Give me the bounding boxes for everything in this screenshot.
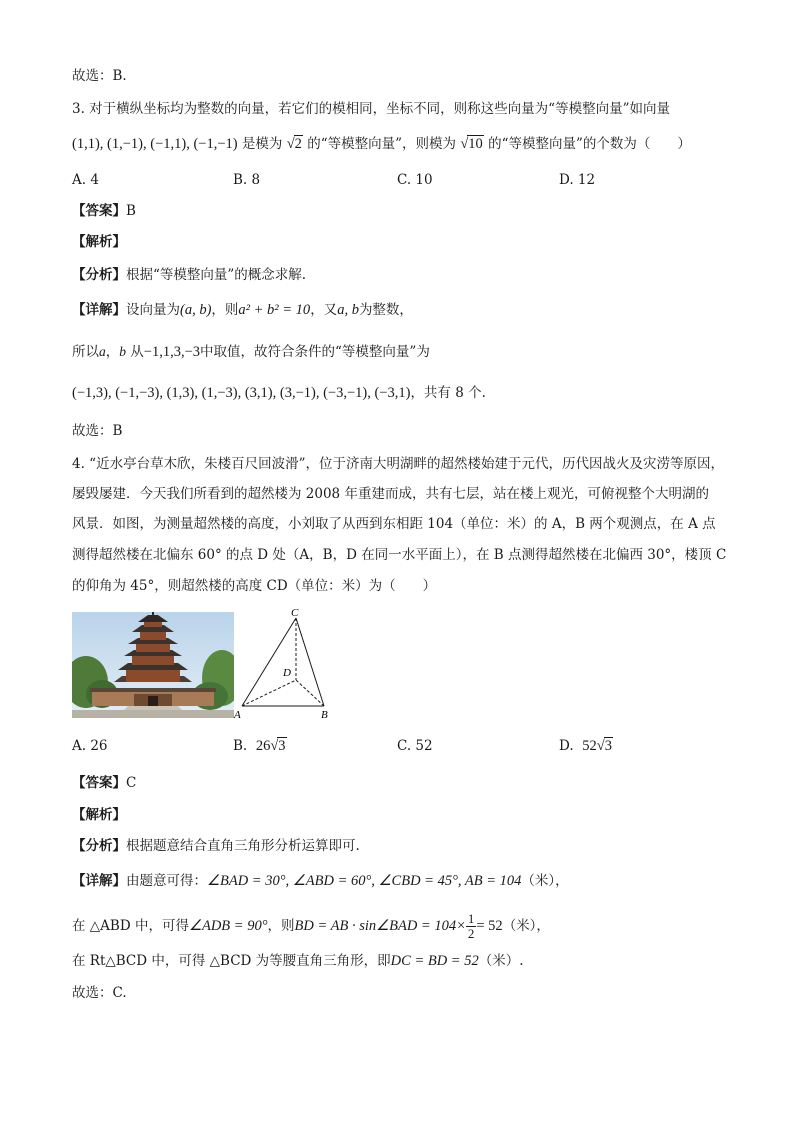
label-a: A <box>234 709 241 721</box>
q3-answer: 【答案】B <box>72 203 136 219</box>
q4-fenxi: 【分析】根据题意结合直角三角形分析运算即可. <box>72 838 360 854</box>
q3-option-c: C. 10 <box>397 172 433 188</box>
q3-xiangjie-line2: 所以a，b 从−1,1,3,−3中取值，故符合条件的“等模整向量”为 <box>72 344 430 360</box>
q4-option-c: C. 52 <box>397 738 433 754</box>
sqrt10-expr: √10 <box>460 136 483 152</box>
q4-stem-line2: 屡毁屡建．今天我们所看到的超然楼为 2008 年重建而成，共有七层，站在楼上观光，可俯视整个大明湖的 <box>72 486 709 502</box>
prev-answer: 故选：B. <box>72 68 127 84</box>
q4-stem-line3: 风景．如图，为测量超然楼的高度，小刘取了从西到东相距 104（单位：米）的 A，B 两个观测点，在 A 点 <box>72 516 716 532</box>
q3-jiexi: 【解析】 <box>72 234 126 250</box>
geometry-figure <box>232 606 340 724</box>
q4-final: 故选：C. <box>72 985 127 1001</box>
q4-xiangjie-line1: 【详解】由题意可得：∠BAD = 30°, ∠ABD = 60°, ∠CBD = 45°, AB = 104（米）， <box>72 873 569 889</box>
q3-vector-examples: (1,1), (1,−1), (−1,1), (−1,−1) <box>72 136 238 152</box>
q3-fenxi: 【分析】根据“等模整向量”的概念求解. <box>72 267 307 283</box>
q3-option-d: D. 12 <box>559 172 596 188</box>
q3-option-b: B. 8 <box>233 172 261 188</box>
sqrt2-expr: √2 <box>286 136 302 152</box>
q4-option-a: A. 26 <box>72 738 108 754</box>
q4-xiangjie-line2: 在 △ABD 中，可得∠ADB = 90°，则BD = AB · sin∠BAD = 104× $\frac{1}{2}$ = 52（米）， <box>72 911 550 941</box>
q4-stem-line4: 测得超然楼在北偏东 60° 的点 D 处（A，B，D 在同一水平面上），在 B 点测得超然楼在北偏西 30°，楼顶 C <box>72 547 727 563</box>
q3-option-a: A. 4 <box>72 172 99 188</box>
fraction-one-half: $\frac{1}{2}$ <box>467 911 475 941</box>
q3-stem-line2: (1,1), (1,−1), (−1,1), (−1,−1) 是模为 √2 的“等模整向量”，则模为 √10 的“等模整向量”的个数为（ ） <box>72 136 691 152</box>
q4-option-b: B. 26√3 <box>233 738 286 754</box>
q4-stem-line1: 4. “近水亭台草木欣，朱楼百尺回波滑”，位于济南大明湖畔的超然楼始建于元代，历代因战火及灾涝等原因， <box>72 456 724 472</box>
label-d: D <box>283 667 291 679</box>
tower-photo <box>72 612 234 718</box>
q3-xiangjie-line1: 【详解】设向量为(a, b)，则a² + b² = 10，又a, b为整数， <box>72 302 413 318</box>
q4-jiexi: 【解析】 <box>72 807 126 823</box>
q3-stem-line1: 3. 对于横纵坐标均为整数的向量，若它们的模相同，坐标不同，则称这些向量为“等模整向量”如向量 <box>72 101 670 117</box>
label-c: C <box>291 607 299 619</box>
q4-answer: 【答案】C <box>72 775 137 791</box>
q4-xiangjie-line3: 在 Rt△BCD 中，可得 △BCD 为等腰直角三角形，即DC = BD = 52（米）. <box>72 953 524 969</box>
label-b: B <box>321 709 328 721</box>
q4-option-d: D. 52√3 <box>559 738 612 754</box>
q3-final: 故选：B <box>72 423 123 439</box>
q3-xiangjie-line3: (−1,3), (−1,−3), (1,3), (1,−3), (3,1), (3,−1), (−3,−1), (−3,1)，共有 8 个. <box>72 385 486 401</box>
q4-stem-line5: 的仰角为 45°，则超然楼的高度 CD（单位：米）为（ ） <box>72 578 437 594</box>
